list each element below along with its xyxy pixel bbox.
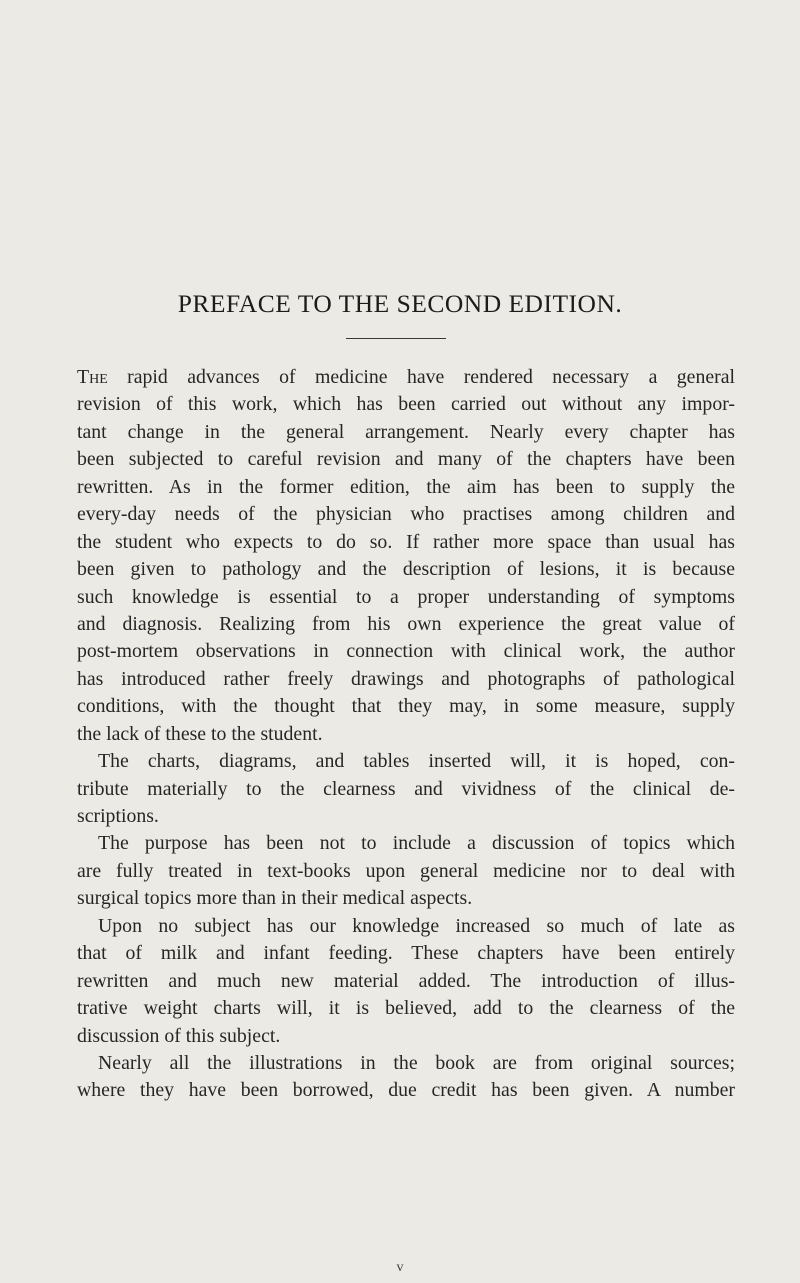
text-line: The purpose has been not to include a discussion of topics which (98, 832, 735, 855)
text-line: been given to pathology and the description of lesions, it is because (77, 558, 735, 581)
text-line: such knowledge is essential to a proper understanding of symptoms (77, 585, 735, 608)
text-line: and diagnosis. Realizing from his own experience the great value of (77, 612, 735, 635)
page-number: v (396, 1260, 404, 1275)
text-line: Nearly all the illustrations in the book are from original sources; (98, 1051, 735, 1074)
text-line: Upon no subject has our knowledge increased so much of late as (98, 914, 735, 937)
page-title: PREFACE TO THE SECOND EDITION. (177, 289, 623, 318)
text-line: scriptions. (77, 805, 159, 827)
text-line: The charts, diagrams, and tables inserted will, it is hoped, con- (98, 750, 735, 773)
text-line: been subjected to careful revision and many of the chapters have been (77, 448, 735, 471)
text-line: rewritten and much new material added. The introduction of illus- (77, 969, 735, 992)
text-line-fragment: rapid advances of medicine have rendered necessary a general (107, 366, 735, 388)
text-line: has introduced rather freely drawings and photographs of pathological (77, 667, 735, 690)
text-line (77, 364, 735, 391)
text-line: are fully treated in text-books upon general medicine nor to deal with (77, 859, 735, 882)
text-line: the lack of these to the student. (77, 722, 323, 745)
text-line: tribute materially to the clearness and vividness of the clinical de- (77, 777, 735, 800)
text-line: discussion of this subject. (77, 1024, 281, 1047)
text-line: revision of this work, which has been carried out without any impor- (77, 393, 735, 416)
text-line: where they have been borrowed, due credit has been given. A number (77, 1079, 735, 1102)
text-line: surgical topics more than in their medical aspects. (77, 887, 473, 910)
text-line: tant change in the general arrangement. Nearly every chapter has (77, 420, 735, 443)
text-line: rewritten. As in the former edition, the aim has been to supply the (77, 475, 735, 498)
preface-body (77, 364, 735, 1105)
title-rule (346, 338, 446, 339)
text-line: every-day needs of the physician who practises among children and (77, 503, 735, 526)
text-line: trative weight charts will, it is believed, add to the clearness of the (77, 997, 735, 1020)
text-line: post-mortem observations in connection with clinical work, the author (77, 640, 735, 663)
text-line: the student who expects to do so. If rather more space than usual has (77, 530, 735, 553)
text-line: conditions, with the thought that they may, in some measure, supply (77, 695, 735, 718)
text-line: that of milk and infant feeding. These chapters have been entirely (77, 942, 735, 965)
first-word: The (77, 366, 108, 388)
